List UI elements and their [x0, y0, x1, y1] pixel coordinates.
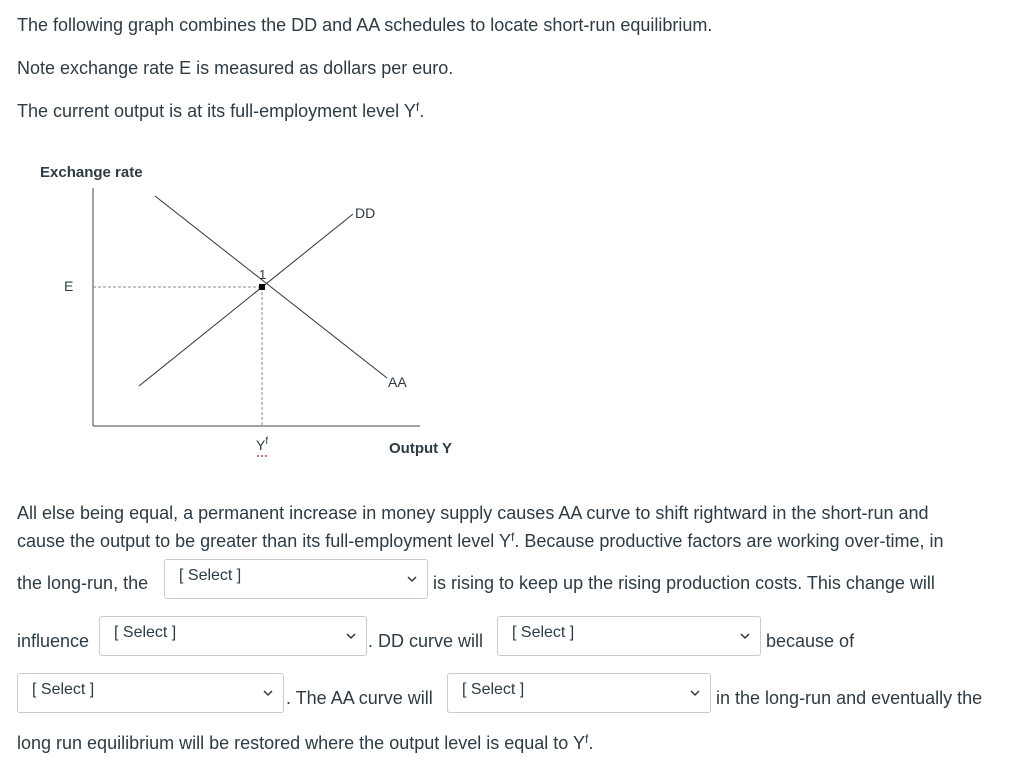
intro-line-2: Note exchange rate E is measured as dollars per euro. [17, 58, 454, 78]
para-line-4-mid: . DD curve will [368, 631, 484, 651]
select-5[interactable] [447, 673, 711, 713]
y-axis-label: Exchange rate [40, 164, 143, 181]
select-4-value: [ Select ] [32, 681, 95, 698]
select-5-value: [ Select ] [462, 681, 525, 698]
select-4[interactable] [17, 673, 284, 713]
e-label: E [64, 278, 74, 294]
yf-label: $Y^f$ [256, 436, 269, 453]
para-line-3-pre: the long-run, the [17, 573, 149, 593]
chevron-down-icon [263, 688, 273, 698]
select-1-value: [ Select ] [179, 567, 242, 584]
dd-curve [139, 214, 353, 386]
dd-aa-graph [0, 150, 520, 470]
x-axis-label: Output Y [389, 440, 453, 457]
select-2-value: [ Select ] [114, 624, 177, 641]
para-line-6: long run equilibrium will be restored where the output level is equal to $Y^f$. [17, 732, 594, 753]
para-line-4-pre: influence [17, 631, 90, 651]
select-2[interactable] [99, 616, 367, 656]
dd-label: DD [355, 205, 376, 221]
chevron-down-icon [407, 574, 417, 584]
select-3[interactable] [497, 616, 761, 656]
aa-label: AA [388, 374, 407, 390]
graph-svg [0, 150, 520, 470]
para-line-3-post: is rising to keep up the rising production costs. This change will [433, 573, 935, 593]
point-1-label: 1 [259, 267, 267, 282]
chevron-down-icon [346, 631, 356, 641]
chevron-down-icon [690, 688, 700, 698]
para-line-1: All else being equal, a permanent increase in money supply causes AA curve to shift rightward in the short-run and [17, 503, 929, 523]
para-line-5-mid: . The AA curve will [286, 688, 433, 708]
select-3-value: [ Select ] [512, 624, 575, 641]
intro-line-3: The current output is at its full-employment level $Y^f$. [17, 100, 425, 121]
intro-line-1: The following graph combines the DD and AA schedules to locate short-run equilibrium. [17, 15, 713, 35]
para-line-4-post: because of [766, 631, 855, 651]
equilibrium-point [259, 284, 265, 290]
para-line-2: cause the output to be greater than its full-employment level $Y^f$. Because productive factors are working over-time, in [17, 530, 944, 551]
para-line-5-post: in the long-run and eventually the [716, 688, 983, 708]
chevron-down-icon [740, 631, 750, 641]
select-1[interactable] [164, 559, 428, 599]
